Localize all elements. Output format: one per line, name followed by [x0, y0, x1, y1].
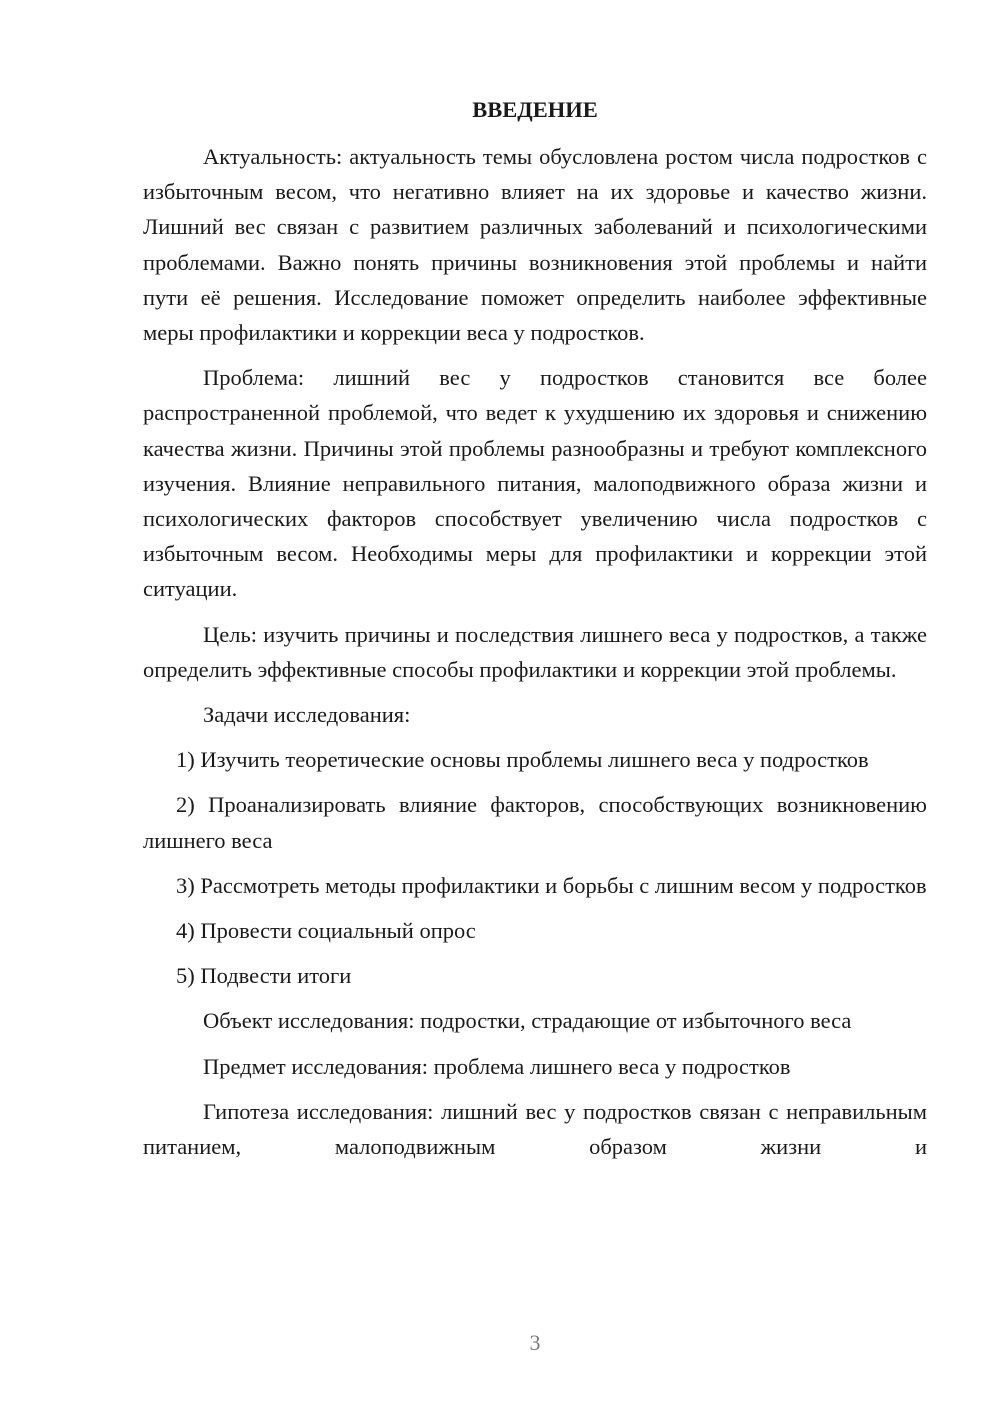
- page-number: 3: [529, 1330, 541, 1355]
- task-item-5: 5) Подвести итоги: [176, 963, 352, 989]
- task-item-1: 1) Изучить теоретические основы проблемы лишнего веса у подростков: [176, 747, 869, 773]
- task-item-3: 3) Рассмотреть методы профилактики и борьбы с лишним весом у подростков: [176, 872, 927, 898]
- task-item-4: 4) Провести социальный опрос: [176, 918, 476, 944]
- paragraph-hypothesis: Гипотеза исследования: лишний вес у подростков связан с неправильным питанием, малоподвижным образом жизни и: [143, 1098, 927, 1160]
- paragraph-goal: Цель: изучить причины и последствия лишнего веса у подростков, а также определить эффективные способы профилактики и коррекции этой проблемы.: [143, 621, 927, 682]
- paragraph-relevance: Актуальность: актуальность темы обусловлена ростом числа подростков с избыточным весом, что негативно влияет на их здоровье и качество жизни. Лишний вес связан с развитием различных заболеваний и психологическими проблемами. Важно понять причины возникновения этой проблемы и найти пути её решения. Исследование поможет определить наиболее эффективные меры профилактики и коррекции веса у подростков.: [143, 144, 927, 346]
- tasks-heading: Задачи исследования:: [203, 702, 411, 728]
- paragraph-problem: Проблема: лишний вес у подростков становится все более распространенной проблемой, что ведет к ухудшению их здоровья и снижению качества жизни. Причины этой проблемы разнообразны и требуют комплексного изучения. Влияние неправильного питания, малоподвижного образа жизни и психологических факторов способствует увеличению числа подростков с избыточным весом. Необходимы меры для профилактики и коррекции этой ситуации.: [143, 365, 927, 602]
- page-content: [143, 92, 927, 1174]
- task-item-2: 2) Проанализировать влияние факторов, способствующих возникновению лишнего веса: [143, 792, 927, 853]
- page-title: ВВЕДЕНИЕ: [472, 97, 598, 122]
- paragraph-subject: Предмет исследования: проблема лишнего веса у подростков: [203, 1053, 791, 1079]
- paragraph-object: Объект исследования: подростки, страдающие от избыточного веса: [203, 1008, 852, 1034]
